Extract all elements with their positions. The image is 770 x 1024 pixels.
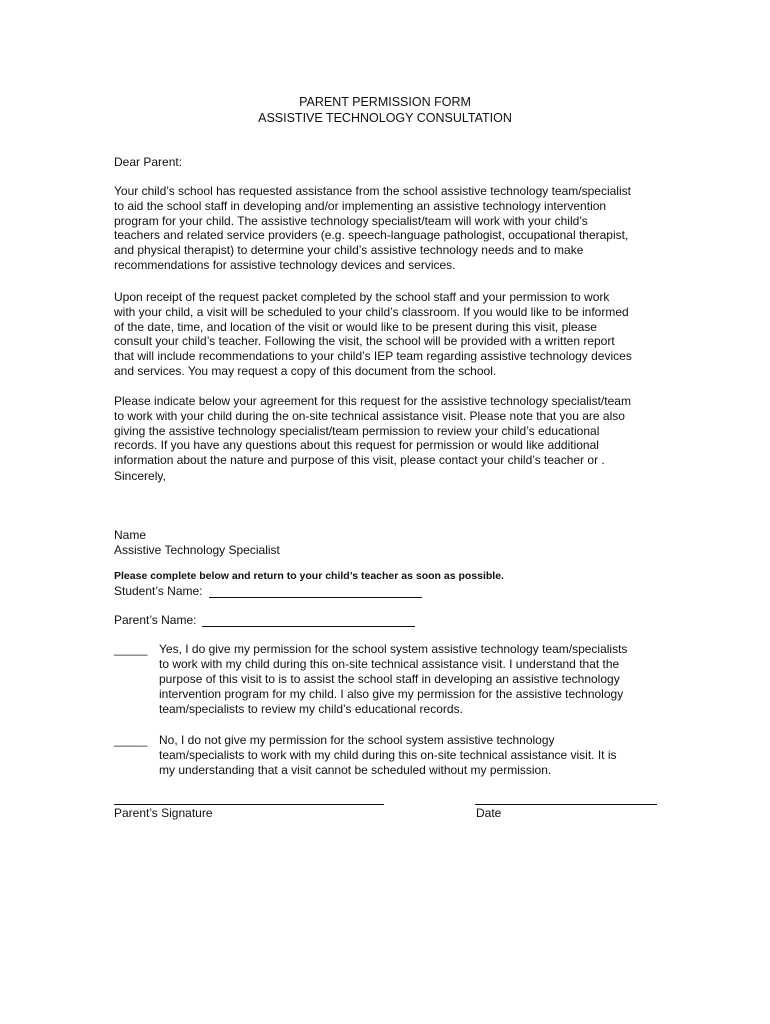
- form-subtitle: ASSISTIVE TECHNOLOGY CONSULTATION: [258, 111, 512, 125]
- parent-name-field[interactable]: [202, 614, 415, 627]
- consent-yes-text: Yes, I do give my permission for the school system assistive technology team/specialists to work with my child during this on-site technical assistance visit. I understand that the purpose of this visit to is to assist the school staff in developing an assistive technology intervention program for my child. I also give my permission for the assistive technology team/specialists to review my child’s educational records.: [159, 642, 628, 716]
- student-name-label: Student’s Name:: [114, 584, 203, 598]
- date-label: Date: [476, 806, 502, 820]
- student-name-field[interactable]: [209, 585, 422, 598]
- return-instruction: Please complete below and return to your child’s teacher as soon as possible.: [114, 570, 504, 582]
- student-name-row: [114, 584, 422, 598]
- consent-yes-blank[interactable]: _____: [114, 642, 148, 656]
- parent-signature-line[interactable]: [114, 804, 384, 805]
- intro-paragraph: Your child’s school has requested assistance from the school assistive technology team/specialist to aid the school staff in developing and/or implementing an assistive technology intervention program for your child. The assistive technology specialist/team will work with your child’s teachers and related service providers (e.g. speech-language pathologist, occupational therapist, and physical therapist) to determine your child’s assistive technology needs and to make recommendations for assistive technology devices and services.: [114, 184, 631, 272]
- parent-signature-label: Parent’s Signature: [114, 806, 213, 820]
- consent-no-text: No, I do not give my permission for the school system assistive technology team/specialists to work with my child during this on-site technical assistance visit. It is my understanding that a visit cannot be scheduled without my permission.: [159, 733, 617, 777]
- specialist-title-label: Assistive Technology Specialist: [114, 543, 280, 557]
- agreement-paragraph: Please indicate below your agreement for this request for the assistive technology specialist/team to work with your child during the on-site technical assistance visit. Please note that you are also giving the assistive technology specialist/team permission to review your child’s educational records. If you have any questions about this request for permission or would like additional information about the nature and purpose of this visit, please contact your child’s teacher or .: [114, 394, 631, 468]
- specialist-name-label: Name: [114, 528, 147, 542]
- signoff: Sincerely,: [114, 469, 166, 483]
- date-line[interactable]: [475, 804, 657, 805]
- consent-no-blank[interactable]: _____: [114, 733, 148, 747]
- parent-name-label: Parent’s Name:: [114, 613, 197, 627]
- parent-name-row: [114, 613, 415, 627]
- form-title: PARENT PERMISSION FORM: [299, 95, 471, 109]
- visit-paragraph: Upon receipt of the request packet completed by the school staff and your permission to work with your child, a visit will be scheduled to your child’s classroom. If you would like to be informed of the date, time, and location of the visit or would like to be present during this visit, please consult your child’s teacher. Following the visit, the school will be provided with a written report that will include recommendations to your child’s IEP team regarding assistive technology devices and services. You may request a copy of this document from the school.: [114, 290, 632, 378]
- salutation: Dear Parent:: [114, 155, 183, 169]
